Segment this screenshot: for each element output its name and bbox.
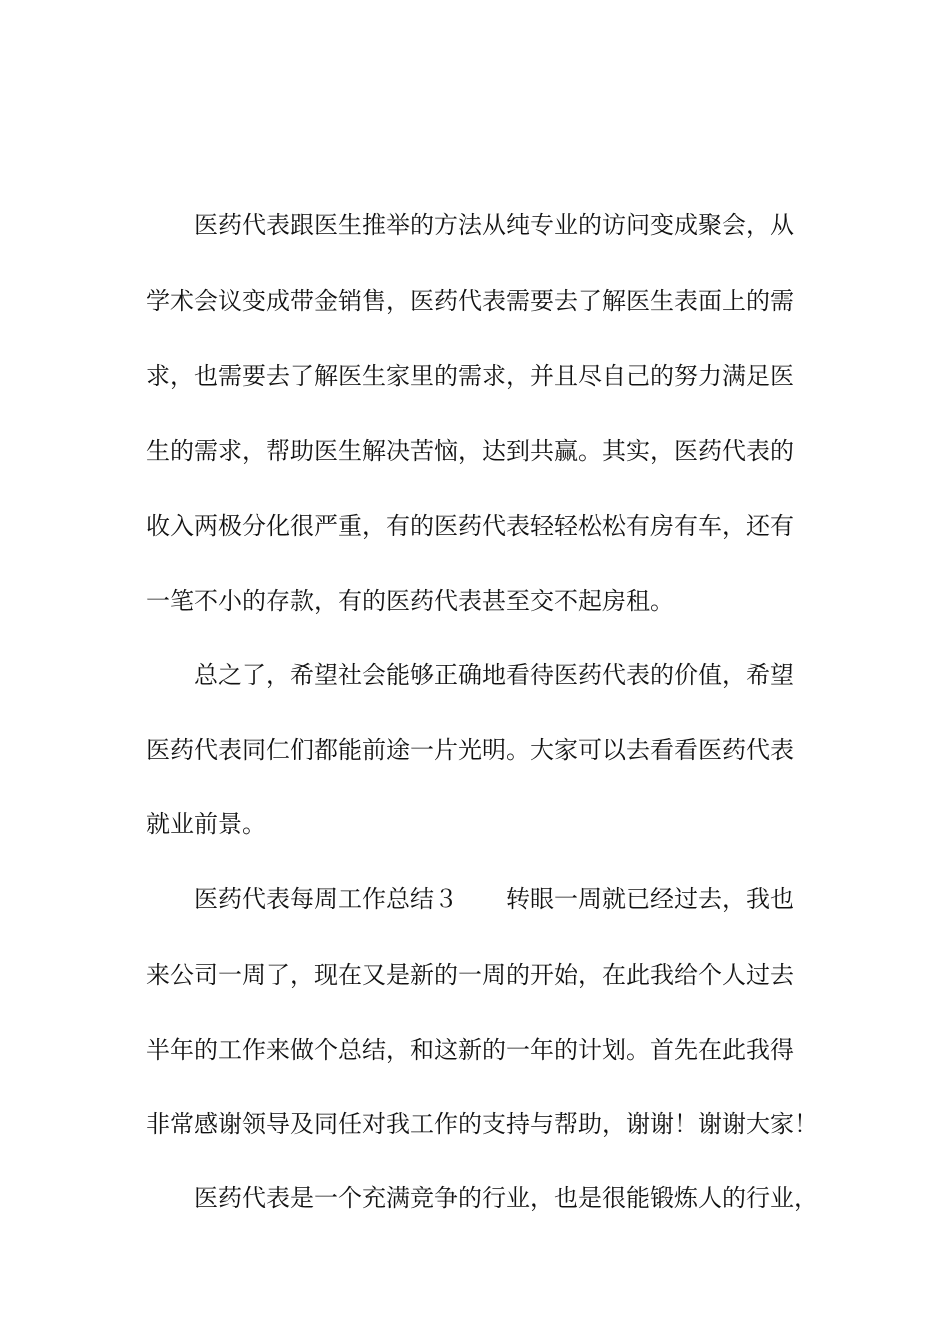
paragraph-1-line-5: 收入两极分化很严重，有的医药代表轻轻松松有房有车，还有 [146, 512, 794, 540]
paragraph-2-line-1: 总之了，希望社会能够正确地看待医药代表的价值，希望 [194, 661, 794, 689]
paragraph-2-line-2: 医药代表同仁们都能前途一片光明。大家可以去看看医药代表 [146, 736, 794, 764]
paragraph-2-line-3: 就业前景。 [146, 810, 266, 838]
paragraph-1-line-3: 求，也需要去了解医生家里的需求，并且尽自己的努力满足医 [146, 362, 794, 390]
paragraph-1-line-1: 医药代表跟医生推举的方法从纯专业的访问变成聚会，从 [194, 211, 794, 239]
paragraph-3-line-3: 半年的工作来做个总结，和这新的一年的计划。首先在此我得 [146, 1036, 794, 1064]
paragraph-1-line-4: 生的需求，帮助医生解决苦恼，达到共赢。其实，医药代表的 [146, 437, 794, 465]
paragraph-3-line-4: 非常感谢领导及同任对我工作的支持与帮助，谢谢！谢谢大家！ [146, 1110, 818, 1138]
paragraph-4-line-1: 医药代表是一个充满竞争的行业，也是很能锻炼人的行业， [194, 1184, 818, 1212]
paragraph-3-line-2: 来公司一周了，现在又是新的一周的开始，在此我给个人过去 [146, 961, 794, 989]
paragraph-1-line-2: 学术会议变成带金销售，医药代表需要去了解医生表面上的需 [146, 287, 794, 315]
paragraph-1-line-6: 一笔不小的存款，有的医药代表甚至交不起房租。 [146, 587, 674, 615]
paragraph-3-line-1: 医药代表每周工作总结３ 转眼一周就已经过去，我也 [194, 885, 794, 913]
